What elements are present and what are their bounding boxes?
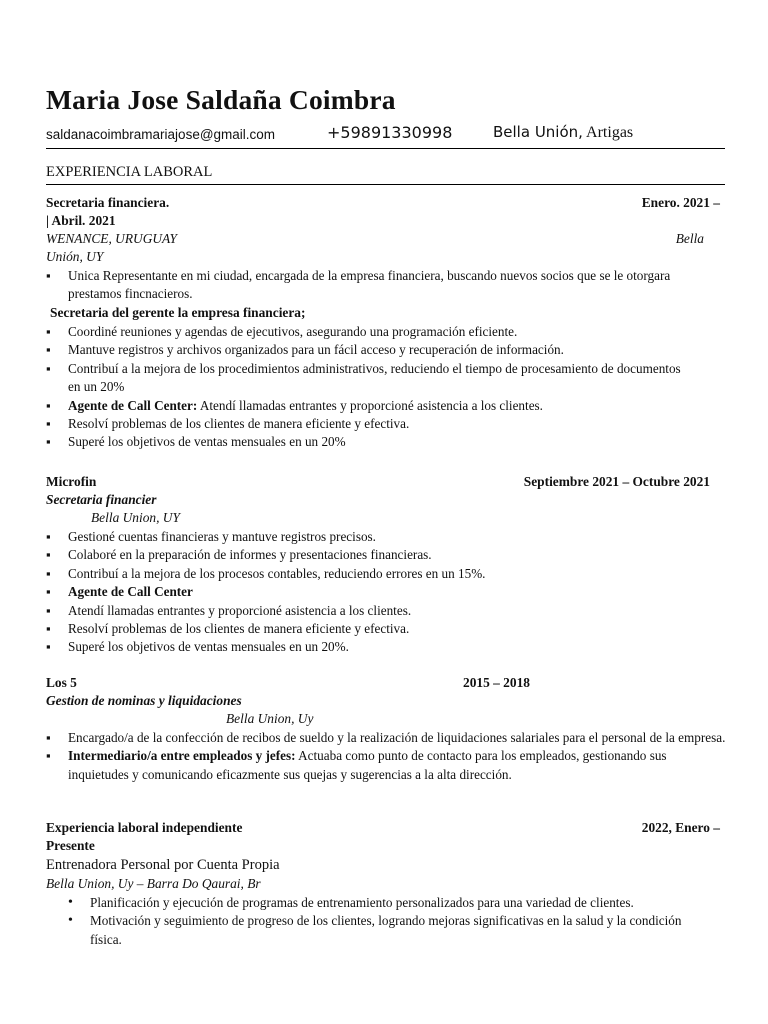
job2-role: Secretaria financier [46, 492, 157, 507]
job4-date-end: Presente [46, 838, 95, 853]
list-item: ▪ Superé los objetivos de ventas mensuales en un 20%. [46, 638, 706, 656]
job1-title: Secretaria financiera. [46, 195, 170, 210]
job3-company: Los 5 [46, 675, 77, 690]
job4-location: Bella Union, Uy – Barra Do Qaurai, Br [46, 876, 261, 891]
job1-location-a: Bella [675, 231, 704, 246]
list-item: ▪ Mantuve registros y archivos organizados para un fácil acceso y recuperación de información. [46, 341, 696, 359]
location [493, 123, 633, 142]
job4-date-start: 2022, Enero – [641, 820, 720, 835]
job3-location: Bella Union, Uy [226, 711, 314, 726]
list-item [46, 397, 696, 415]
section-divider [46, 184, 725, 185]
job1-location-b: Unión, UY [46, 249, 104, 264]
job1-bullets-b [46, 323, 696, 452]
header-divider [46, 148, 725, 149]
intermediary-text: Actuaba como punto de contacto para los empleados, gestionando sus inquietudes y comunicando eficazmente sus quejas y sugerencias a la alta dirección. [68, 748, 667, 782]
job1-company: WENANCE, URUGUAY [46, 231, 177, 246]
list-item: ▪ Superé los objetivos de ventas mensuales en un 20% [46, 433, 696, 451]
section-title: EXPERIENCIA LABORAL [46, 164, 213, 180]
list-item: • Motivación y seguimiento de progreso de los clientes, logrando mejoras significativas en la salud y la condición física. [68, 912, 688, 949]
list-item: ▪ Contribuí a la mejora de los procedimientos administrativos, reduciendo el tiempo de procesamiento de documentos en un 20% [46, 360, 696, 397]
list-item: ▪ Coordiné reuniones y agendas de ejecutivos, asegurando una programación eficiente. [46, 323, 696, 341]
job4-bullets [68, 894, 688, 949]
intermediary-label: Intermediario/a entre empleados y jefes: [68, 748, 296, 764]
list-item: ▪ Atendí llamadas entrantes y proporcioné asistencia a los clientes. [46, 602, 706, 620]
job3-bullets [46, 729, 726, 784]
job1-date-end: | Abril. 2021 [46, 213, 116, 228]
list-item: ▪ Gestioné cuentas financieras y mantuve registros precisos. [46, 528, 706, 546]
job1-date-start: Enero. 2021 – [641, 195, 720, 210]
phone-number: +59891330998 [327, 123, 453, 142]
list-item: ▪ Encargado/a de la confección de recibos de sueldo y la realización de liquidaciones salariales para el personal de la empresa. [46, 729, 726, 747]
location-region: Artigas [586, 124, 634, 141]
job2-date: Septiembre 2021 – Octubre 2021 [523, 474, 710, 489]
job4-title: Experiencia laboral independiente [46, 820, 243, 835]
callcenter-text: Atendí llamadas entrantes y proporcioné asistencia a los clientes. [197, 397, 543, 413]
list-item: ▪ Resolví problemas de los clientes de manera eficiente y efectiva. [46, 620, 706, 638]
list-item: ▪ Unica Representante en mi ciudad, encargada de la empresa financiera, buscando nuevos socios que se le otorgara prestamos fincnacieros. [46, 267, 696, 304]
list-item [46, 747, 726, 784]
job1-bullets-a [46, 267, 696, 304]
job3-role: Gestion de nominas y liquidaciones [46, 693, 242, 708]
candidate-name: Maria Jose Saldaña Coimbra [46, 84, 396, 115]
location-city: Bella Unión, [493, 123, 583, 141]
job1-subtitle: Secretaria del gerente la empresa financiera; [50, 305, 306, 320]
job3-date: 2015 – 2018 [463, 675, 530, 690]
job4-role: Entrenadora Personal por Cuenta Propia [46, 857, 280, 873]
callcenter-label: Agente de Call Center: [68, 397, 198, 413]
job2-location: Bella Union, UY [91, 510, 180, 525]
list-item: ▪ Contribuí a la mejora de los procesos contables, reduciendo errores en un 15%. [46, 565, 706, 583]
list-item: ▪ Colaboré en la preparación de informes y presentaciones financieras. [46, 546, 706, 564]
list-item: ▪ Resolví problemas de los clientes de manera eficiente y efectiva. [46, 415, 696, 433]
list-item: • Planificación y ejecución de programas de entrenamiento personalizados para una variedad de clientes. [68, 894, 688, 912]
job2-company: Microfin [46, 474, 97, 489]
callcenter-label: Agente de Call Center [68, 584, 193, 600]
email-address: saldanacoimbramariajose@gmail.com [46, 127, 276, 142]
job2-bullets [46, 528, 706, 657]
list-item [46, 583, 706, 601]
